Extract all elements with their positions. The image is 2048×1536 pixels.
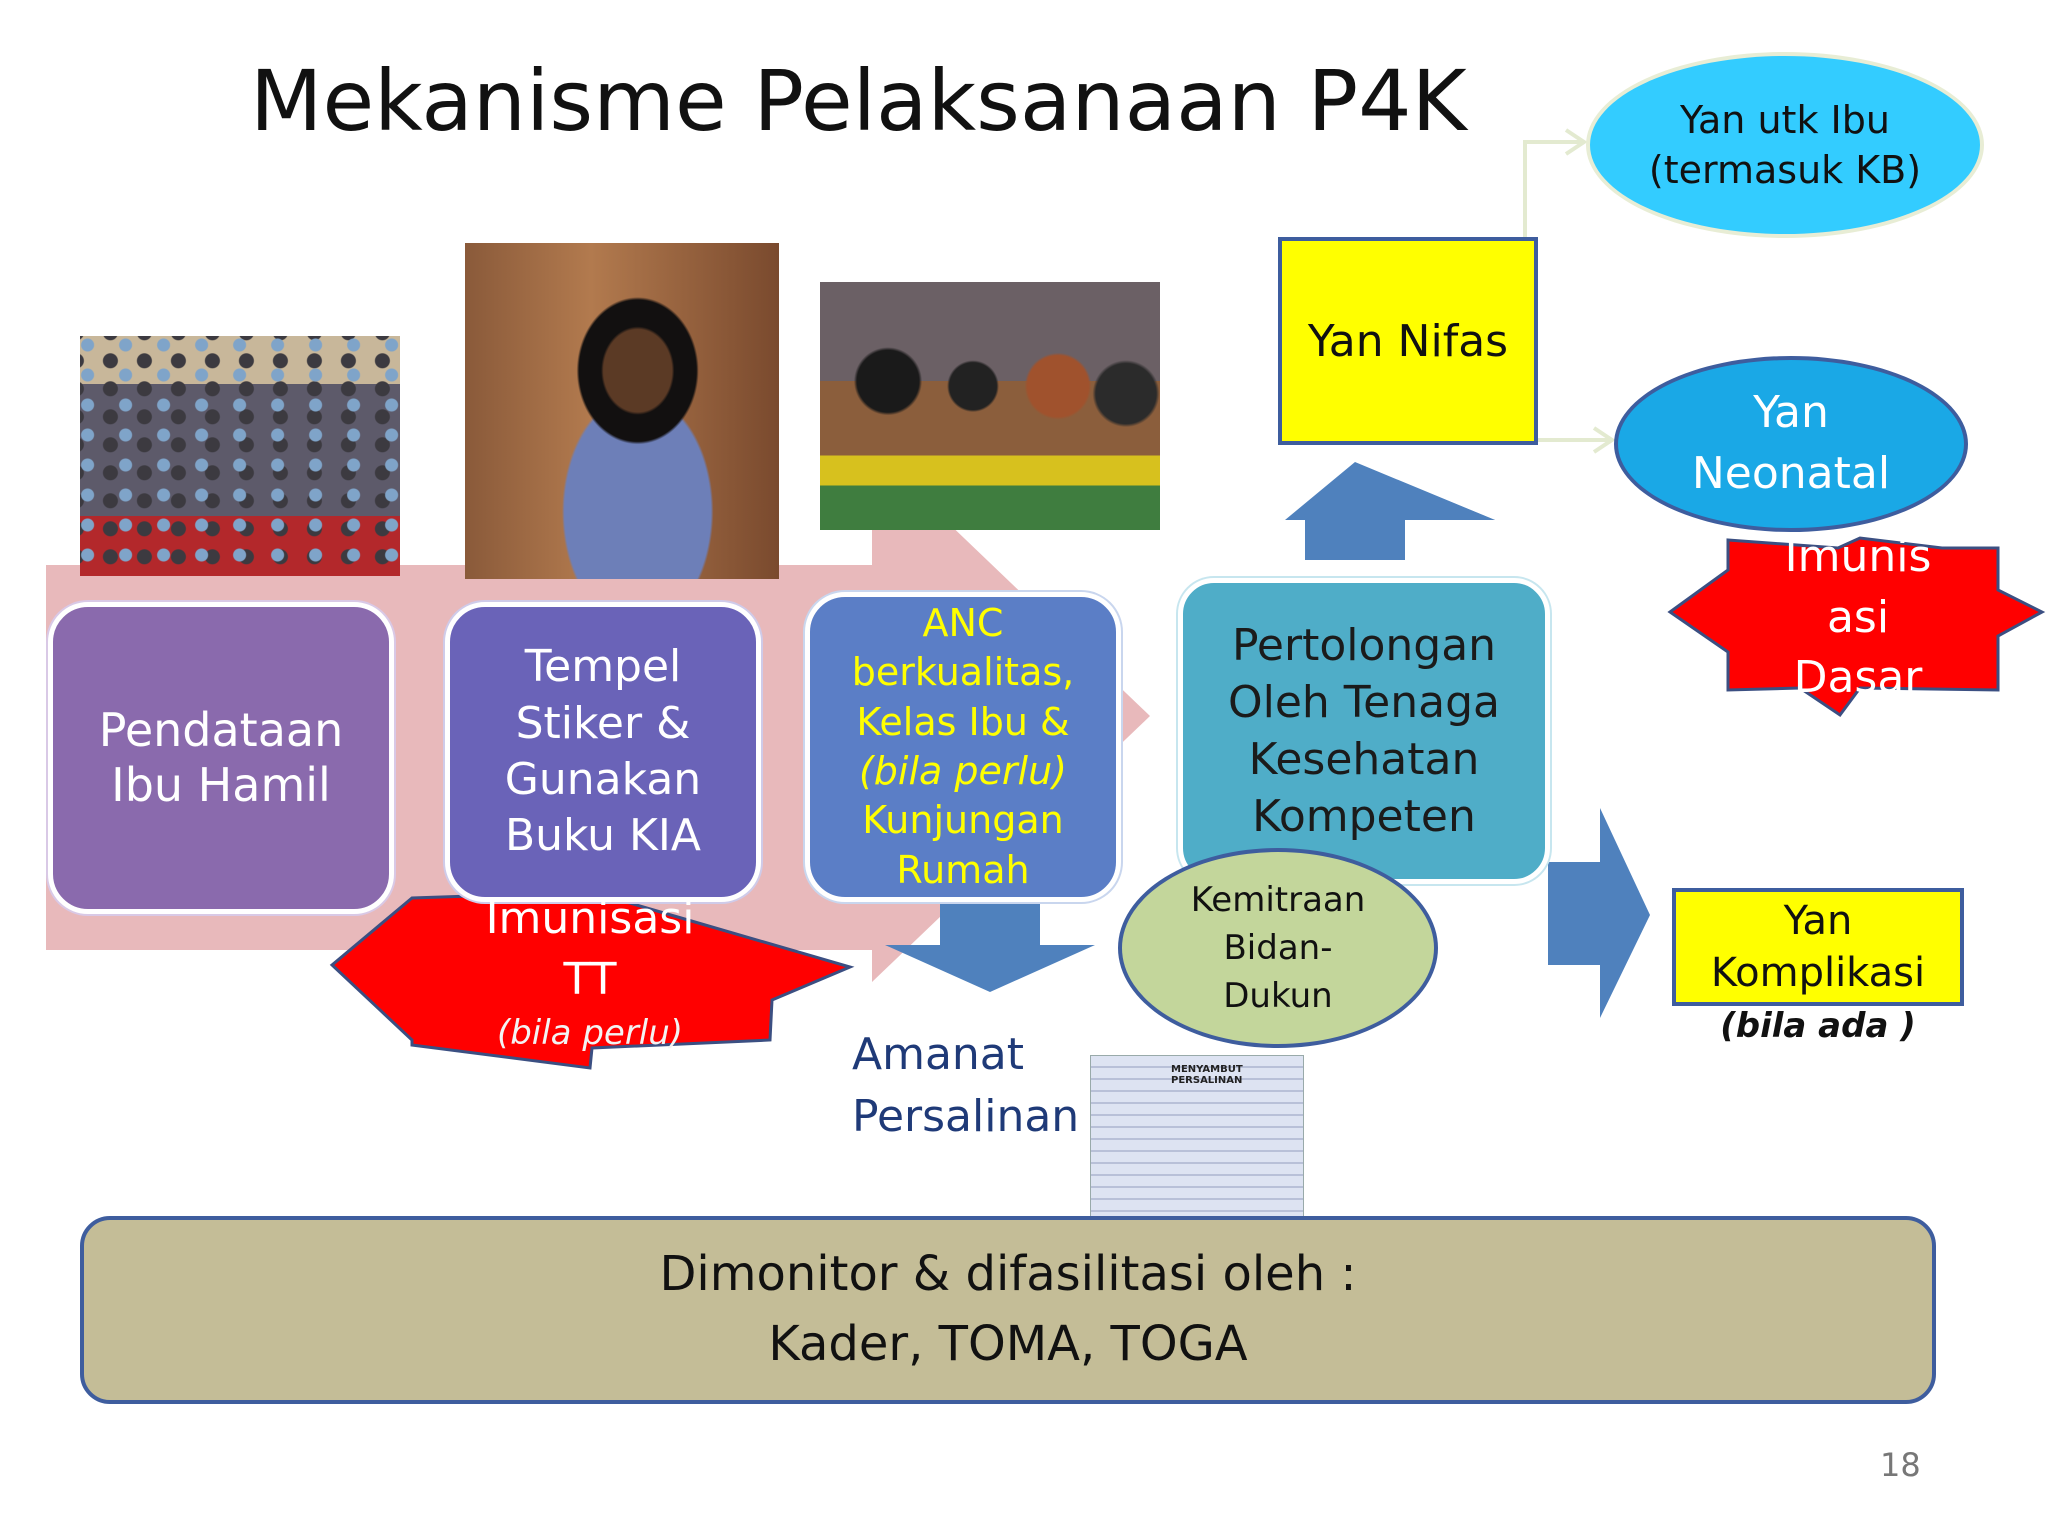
yan-nifas-box: Yan Nifas: [1278, 237, 1538, 445]
yan-neonatal-oval: Yan Neonatal: [1614, 356, 1968, 532]
step-pertolongan: Pertolongan Oleh Tenaga Kesehatan Kompeten: [1178, 578, 1550, 884]
right-arrow: [1548, 808, 1650, 1018]
amanat-persalinan-label: Amanat Persalinan: [852, 1029, 1080, 1142]
form-menyambut-persalinan: MENYAMBUT PERSALINAN: [1090, 1055, 1304, 1217]
page-number: 18: [1880, 1446, 1921, 1484]
imunisasi-dasar-label: Imunis asi Dasar: [1784, 530, 1932, 704]
yan-komplikasi-box: Yan Komplikasi: [1672, 888, 1964, 1006]
monitor-bar: Dimonitor & difasilitasi oleh : Kader, TOMA, TOGA: [80, 1216, 1936, 1404]
step-tempel-stiker: Tempel Stiker & Gunakan Buku KIA: [445, 602, 761, 902]
photo-crowd: [80, 336, 400, 576]
connector-ibu: [1525, 142, 1582, 238]
imunisasi-tt-label: Imunisasi TT (bila perlu): [485, 892, 695, 1054]
yan-komplikasi-note: (bila ada ): [1720, 1006, 1916, 1046]
photo-kelas-ibu: [820, 282, 1160, 530]
kemitraan-oval: Kemitraan Bidan- Dukun: [1118, 848, 1438, 1048]
yan-ibu-oval: Yan utk Ibu (termasuk KB): [1586, 52, 1984, 238]
step-anc: ANC berkualitas, Kelas Ibu & (bila perlu) Kunjungan Rumah: [805, 592, 1121, 902]
slide-title: Mekanisme Pelaksanaan P4K: [250, 52, 1467, 150]
step-pendataan: Pendataan Ibu Hamil: [48, 602, 394, 914]
photo-woman-buku-kia: [465, 243, 779, 579]
